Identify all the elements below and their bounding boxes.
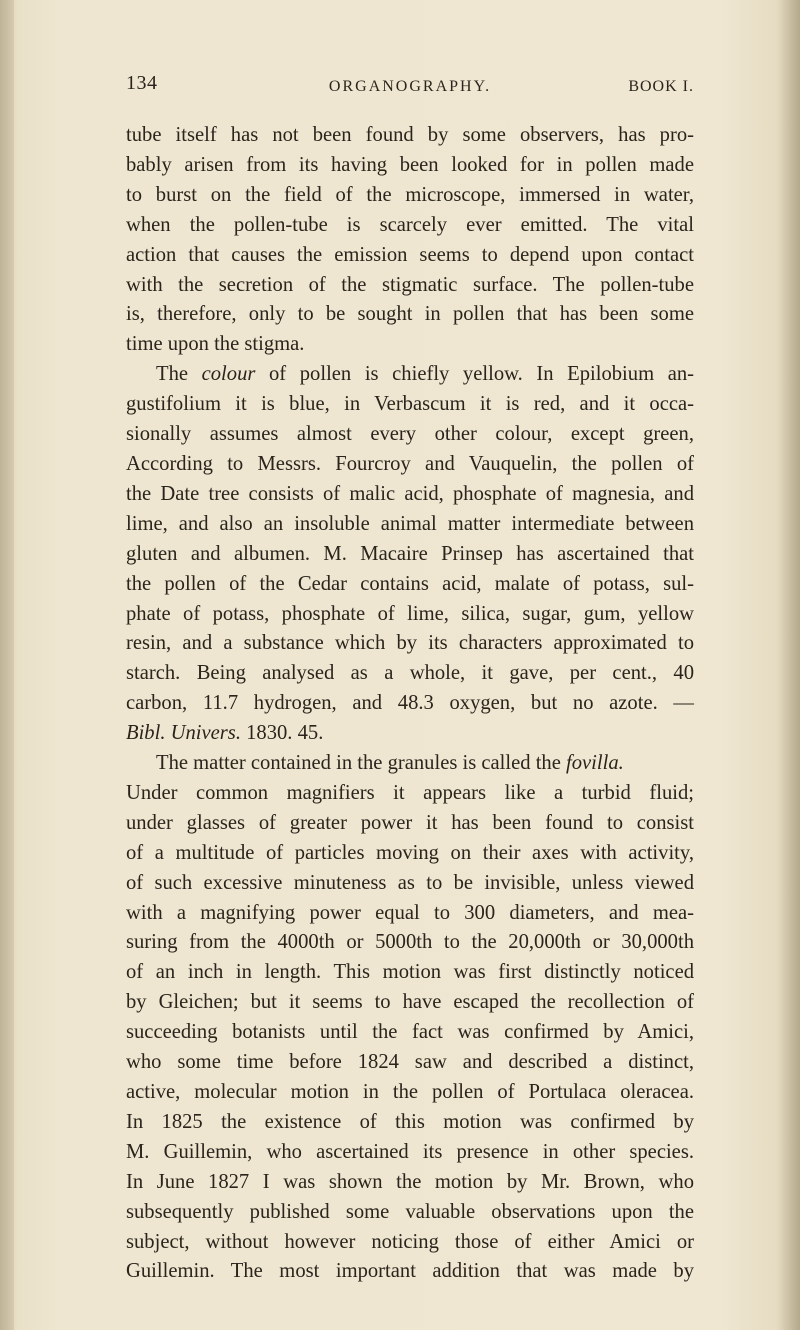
text-run: Guillemin. The most important addition that was made by xyxy=(126,1260,694,1283)
text-line xyxy=(126,1138,694,1168)
book-label: BOOK I. xyxy=(628,78,694,95)
text-line xyxy=(126,779,694,809)
text-run: to burst on the field of the microscope, immersed in water, xyxy=(126,183,694,206)
text-run: when the pollen-tube is scarcely ever emitted. The vital xyxy=(126,213,694,236)
text-line xyxy=(126,360,694,390)
text-line xyxy=(126,300,694,330)
text-line xyxy=(126,1168,694,1198)
text-run: who some time before 1824 saw and described a distinct, xyxy=(126,1051,694,1074)
text-run: active, molecular motion in the pollen of Portulaca oleracea. xyxy=(126,1081,694,1103)
text-run: succeeding botanists until the fact was confirmed by Amici, xyxy=(126,1021,694,1044)
text-line xyxy=(126,151,694,181)
text-run: the pollen of the Cedar contains acid, malate of potass, sul- xyxy=(126,572,694,595)
text-run: time upon the stigma. xyxy=(126,333,305,356)
text-line xyxy=(126,839,694,869)
text-run: with the secretion of the stigmatic surface. The pollen-tube xyxy=(126,273,694,296)
text-run: phate of potass, phosphate of lime, silica, sugar, gum, yellow xyxy=(126,602,694,625)
italic-text: fovilla. xyxy=(566,752,624,775)
text-line xyxy=(126,330,694,360)
text-run: sionally assumes almost every other colour, except green, xyxy=(126,423,694,446)
text-line xyxy=(126,1257,694,1287)
text-line xyxy=(126,540,694,570)
text-run: of such excessive minuteness as to be invisible, unless viewed xyxy=(126,871,694,894)
text-line xyxy=(126,928,694,958)
text-run: 1830. 45. xyxy=(240,722,324,745)
text-line xyxy=(126,271,694,301)
page-edge-shadow xyxy=(778,0,800,1330)
text-line xyxy=(126,181,694,211)
text-run: of a multitude of particles moving on their axes with activity, xyxy=(126,841,694,864)
text-line xyxy=(126,450,694,480)
text-run: of pollen is chiefly yellow. In Epilobium an- xyxy=(255,363,694,386)
text-run: subject, without however noticing those of either Amici or xyxy=(126,1230,694,1253)
text-run: of an inch in length. This motion was first distinctly noticed xyxy=(126,961,694,984)
text-line xyxy=(126,1108,694,1138)
text-run: The matter contained in the granules is called the xyxy=(156,752,567,775)
text-run: lime, and also an insoluble animal matter intermediate between xyxy=(126,512,694,535)
text-run: starch. Being analysed as a whole, it gave, per cent., 40 xyxy=(126,662,694,685)
running-title: ORGANOGRAPHY. xyxy=(328,78,492,95)
text-line xyxy=(126,899,694,929)
text-run: In June 1827 I was shown the motion by Mr. Brown, who xyxy=(126,1170,694,1193)
text-line xyxy=(126,211,694,241)
text-line xyxy=(126,749,694,779)
text-line xyxy=(126,420,694,450)
text-line xyxy=(126,480,694,510)
text-line xyxy=(126,1198,694,1228)
text-line xyxy=(126,988,694,1018)
text-run: by Gleichen; but it seems to have escaped the recollection of xyxy=(126,991,694,1014)
text-line xyxy=(126,600,694,630)
text-run: gluten and albumen. M. Macaire Prinsep has ascertained that xyxy=(126,542,694,565)
text-line xyxy=(126,390,694,420)
text-line xyxy=(126,1078,694,1108)
text-line xyxy=(126,809,694,839)
page-binding-shadow xyxy=(0,0,14,1330)
text-run: tube itself has not been found by some observers, has pro- xyxy=(126,124,694,146)
text-run: under glasses of greater power it has been found to consist xyxy=(126,811,694,834)
text-run: the Date tree consists of malic acid, phosphate of magnesia, and xyxy=(126,482,694,505)
text-run: bably arisen from its having been looked for in pollen made xyxy=(126,153,694,176)
body-text xyxy=(126,121,694,1287)
text-line xyxy=(126,1228,694,1258)
text-run: carbon, 11.7 hydrogen, and 48.3 oxygen, but no azote. — xyxy=(126,692,694,715)
text-run: gustifolium it is blue, in Verbascum it is red, and it occa- xyxy=(126,393,694,416)
text-run: action that causes the emission seems to depend upon contact xyxy=(126,243,694,266)
text-line xyxy=(126,958,694,988)
text-run: subsequently published some valuable observations upon the xyxy=(126,1200,694,1223)
text-line xyxy=(126,570,694,600)
page-number: 134 xyxy=(126,72,158,94)
italic-text: Bibl. Univers. xyxy=(126,722,241,745)
text-line xyxy=(126,1048,694,1078)
text-line xyxy=(126,719,694,749)
text-run: suring from the 4000th or 5000th to the 20,000th or 30,000th xyxy=(126,931,694,954)
text-line xyxy=(126,510,694,540)
text-line xyxy=(126,689,694,719)
text-line xyxy=(126,241,694,271)
text-line xyxy=(126,659,694,689)
text-run: In 1825 the existence of this motion was confirmed by xyxy=(126,1110,694,1133)
text-run: According to Messrs. Fourcroy and Vauquelin, the pollen of xyxy=(126,452,694,475)
text-run: resin, and a substance which by its characters approximated to xyxy=(126,632,694,655)
text-line xyxy=(126,121,694,151)
text-run: is, therefore, only to be sought in pollen that has been some xyxy=(126,303,694,326)
text-line xyxy=(126,629,694,659)
text-run: Under common magnifiers it appears like a turbid fluid; xyxy=(126,781,694,804)
text-line xyxy=(126,1018,694,1048)
text-line xyxy=(126,869,694,899)
italic-text: colour xyxy=(201,363,256,386)
text-run: M. Guillemin, who ascertained its presence in other species. xyxy=(126,1140,694,1163)
text-run: The xyxy=(156,363,202,386)
text-run: with a magnifying power equal to 300 diameters, and mea- xyxy=(126,901,694,924)
running-header xyxy=(126,72,694,106)
